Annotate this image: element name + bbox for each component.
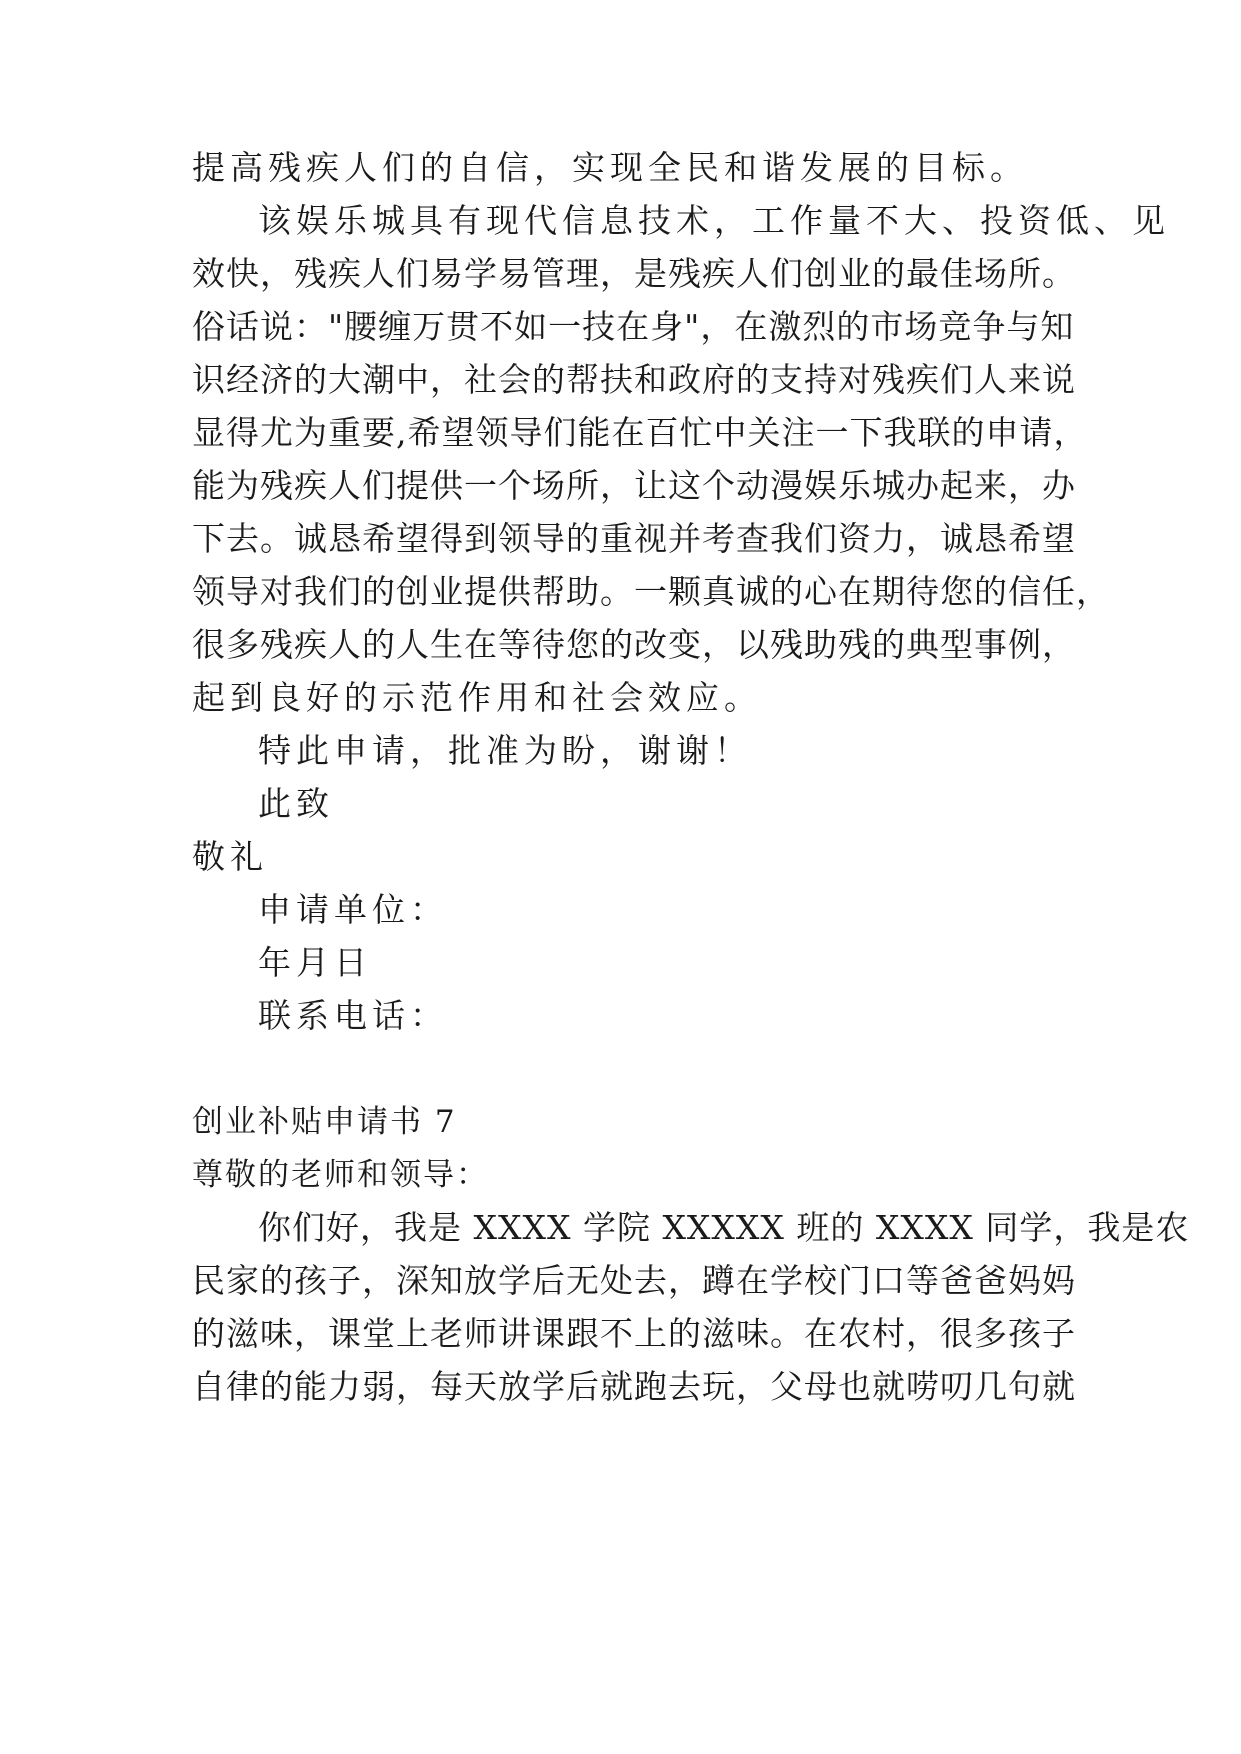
body-text-line: 很多残疾人的人生在等待您的改变，以残助残的典型事例，: [192, 625, 1076, 664]
phone-label: 联系电话：: [258, 996, 448, 1035]
greeting: 尊敬的老师和领导：: [192, 1157, 489, 1193]
closing-request: 特此申请，批准为盼，谢谢！: [258, 731, 752, 770]
body-text-line: 显得尤为重要,希望领导们能在百忙中关注一下我联的申请，: [192, 413, 1088, 452]
applicant-label: 申请单位：: [258, 890, 448, 929]
date-label: 年月日: [258, 943, 372, 982]
body-text-line: 提高残疾人们的自信，实现全民和谐发展的目标。: [192, 148, 1028, 187]
body-text-line: 民家的孩子，深知放学后无处去，蹲在学校门口等爸爸妈妈: [192, 1261, 1076, 1300]
salutation-jingli: 敬礼: [192, 837, 268, 876]
body-text-line: 领导对我们的创业提供帮助。一颗真诚的心在期待您的信任，: [192, 572, 1110, 611]
body-text-line: 该娱乐城具有现代信息技术，工作量不大、投资低、见: [258, 201, 1170, 240]
body-text-line: 起到良好的示范作用和社会效应。: [192, 678, 762, 717]
salutation-cizhi: 此致: [258, 784, 334, 823]
body-text-line: 俗话说："腰缠万贯不如一技在身"，在激烈的市场竞争与知: [192, 307, 1075, 346]
body-text-line: 下去。诚恳希望得到领导的重视并考查我们资力，诚恳希望: [192, 519, 1076, 558]
body-text-line: 自律的能力弱，每天放学后就跑去玩，父母也就唠叨几句就: [192, 1367, 1076, 1406]
body-text-line: 效快，残疾人们易学易管理，是残疾人们创业的最佳场所。: [192, 254, 1076, 293]
body-text-line: 识经济的大潮中，社会的帮扶和政府的支持对残疾们人来说: [192, 360, 1076, 399]
body-text-line: 你们好，我是 XXXX 学院 XXXXX 班的 XXXX 同学，我是农: [258, 1208, 1190, 1247]
section-title: 创业补贴申请书 7: [192, 1104, 457, 1140]
body-text-line: 的滋味，课堂上老师讲课跟不上的滋味。在农村，很多孩子: [192, 1314, 1076, 1353]
body-text-line: 能为残疾人们提供一个场所，让这个动漫娱乐城办起来，办: [192, 466, 1076, 505]
